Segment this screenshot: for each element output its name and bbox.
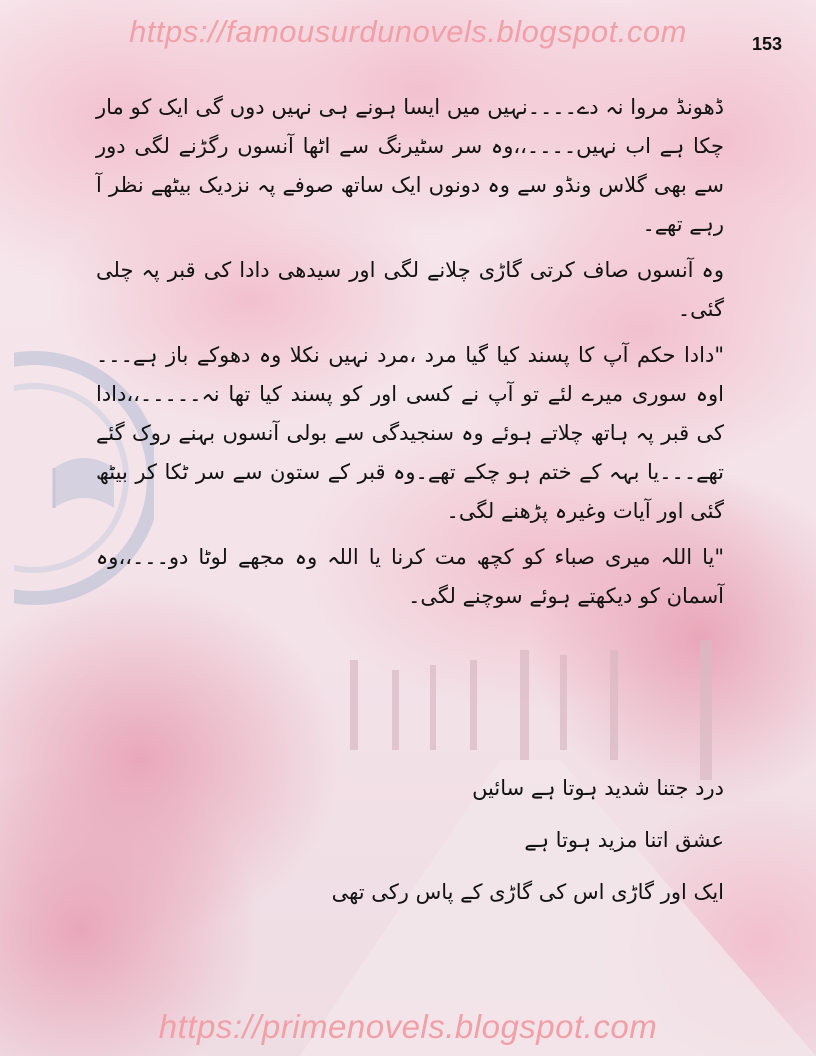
- poem-line: ایک اور گاڑی اس کی گاڑی کے پاس رکی تھی: [331, 880, 724, 904]
- poem-line: درد جتنا شدید ہوتا ہے سائیں: [472, 776, 724, 800]
- header-url[interactable]: https://famousurdunovels.blogspot.com: [129, 14, 687, 49]
- paragraph: ڈھونڈ مروا نہ دے۔۔۔۔نہیں میں ایسا ہونے ہی نہیں دوں گی ایک کو مار چکا ہے اب نہیں۔۔۔۔،،وہ سر سٹیرنگ سے اٹھا آنسوں رگڑنے لگی دور سے بھی گلاس ونڈو سے وہ دونوں ایک ساتھ صوفے پہ نزدیک بیٹھے نظر آ رہے تھے۔: [96, 95, 724, 236]
- story-text: [96, 88, 724, 623]
- page-number: 153: [751, 34, 782, 54]
- poem-lines: [96, 762, 724, 918]
- footer-url[interactable]: https://primenovels.blogspot.com: [158, 1008, 658, 1045]
- paragraph: وہ آنسوں صاف کرتی گاڑی چلانے لگی اور سیدھی دادا کی قبر پہ چلی گئی۔: [96, 258, 724, 321]
- paragraph: "دادا حکم آپ کا پسند کیا گیا مرد ،مرد نہیں نکلا وہ دھوکے باز ہے۔۔۔اوہ سوری میرے لئے تو آپ نے کسی اور کو پسند کیا تھا نہ۔۔۔۔۔،،دادا کی قبر پہ ہاتھ چلاتے ہوئے وہ سنجیدگی سے بولی آنسوں بہنے روک گئے تھے۔۔۔یا بہہ کے ختم ہو چکے تھے۔وہ قبر کے ستون سے سر ٹکا کر بیٹھ گئی اور آیات وغیرہ پڑھنے لگی۔: [96, 343, 724, 523]
- paragraph: "یا اللہ میری صباء کو کچھ مت کرنا یا اللہ وہ مجھے لوٹا دو۔۔۔،،وہ آسمان کو دیکھتے ہوئے سوچنے لگی۔: [96, 545, 724, 608]
- poem-line: عشق اتنا مزید ہوتا ہے: [524, 828, 724, 852]
